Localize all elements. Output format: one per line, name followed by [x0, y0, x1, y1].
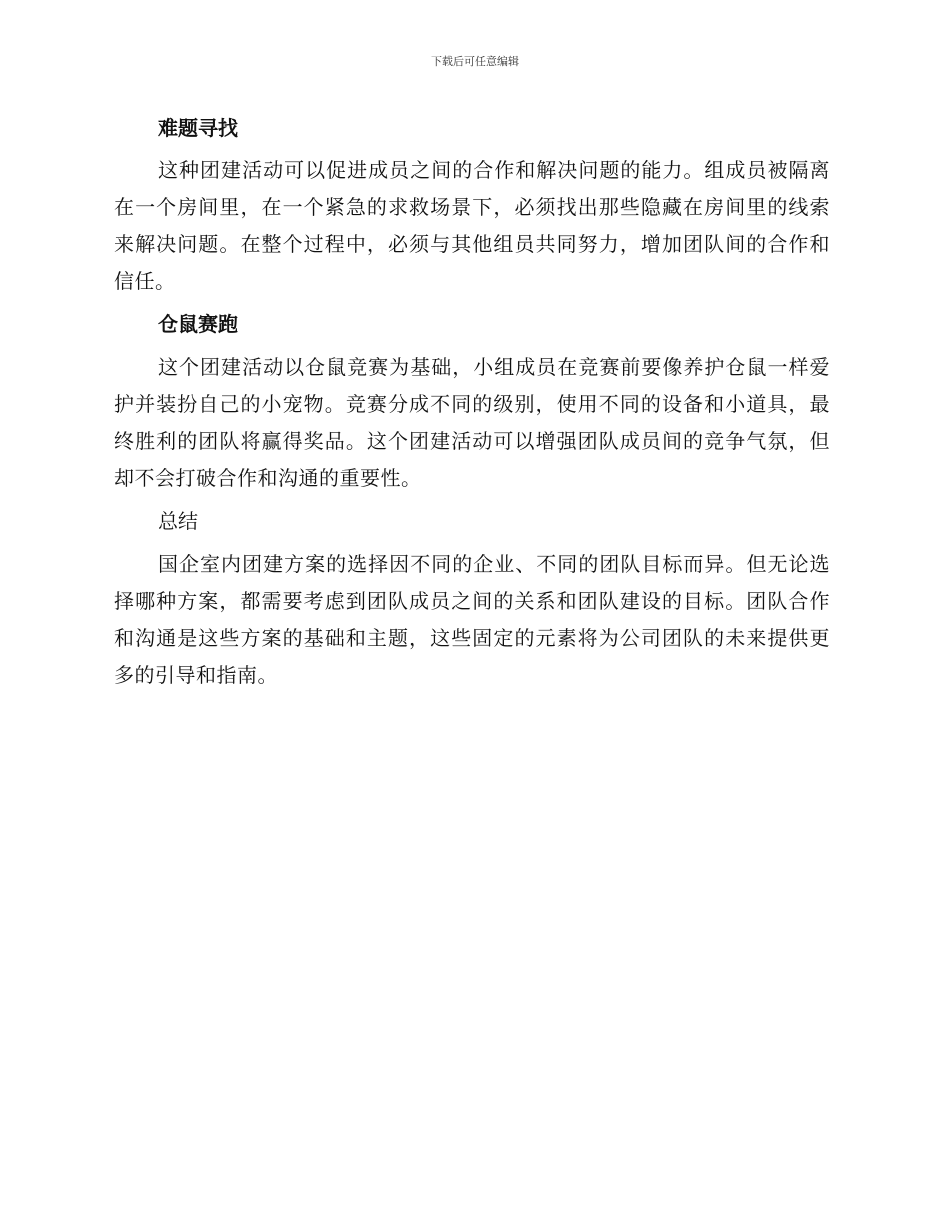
section-body-hamster-race: 这个团建活动以仓鼠竞赛为基础，小组成员在竞赛前要像养护仓鼠一样爱护并装扮自己的小宠物。竞赛分成不同的级别，使用不同的设备和小道具，最终胜利的团队将赢得奖品。这个团建活动可以增强团队成员间的竞争气氛，但却不会打破合作和沟通的重要性。 — [114, 355, 830, 490]
summary-title: 总结 — [158, 509, 198, 533]
summary-body: 国企室内团建方案的选择因不同的企业、不同的团队目标而异。但无论选择哪种方案，都需要考虑到团队成员之间的关系和团队建设的目标。团队合作和沟通是这些方案的基础和主题，这些固定的元素将为公司团队的未来提供更多的引导和指南。 — [114, 552, 830, 687]
page-header-note: 下载后可任意编辑 — [431, 55, 519, 68]
section-title-hamster-race: 仓鼠赛跑 — [158, 312, 238, 336]
section-title-puzzle: 难题寻找 — [158, 116, 238, 140]
document-body — [114, 110, 830, 694]
section-body-puzzle: 这种团建活动可以促进成员之间的合作和解决问题的能力。组成员被隔离在一个房间里，在一个紧急的求救场景下，必须找出那些隐藏在房间里的线索来解决问题。在整个过程中，必须与其他组员共同努力，增加团队间的合作和信任。 — [114, 158, 830, 293]
